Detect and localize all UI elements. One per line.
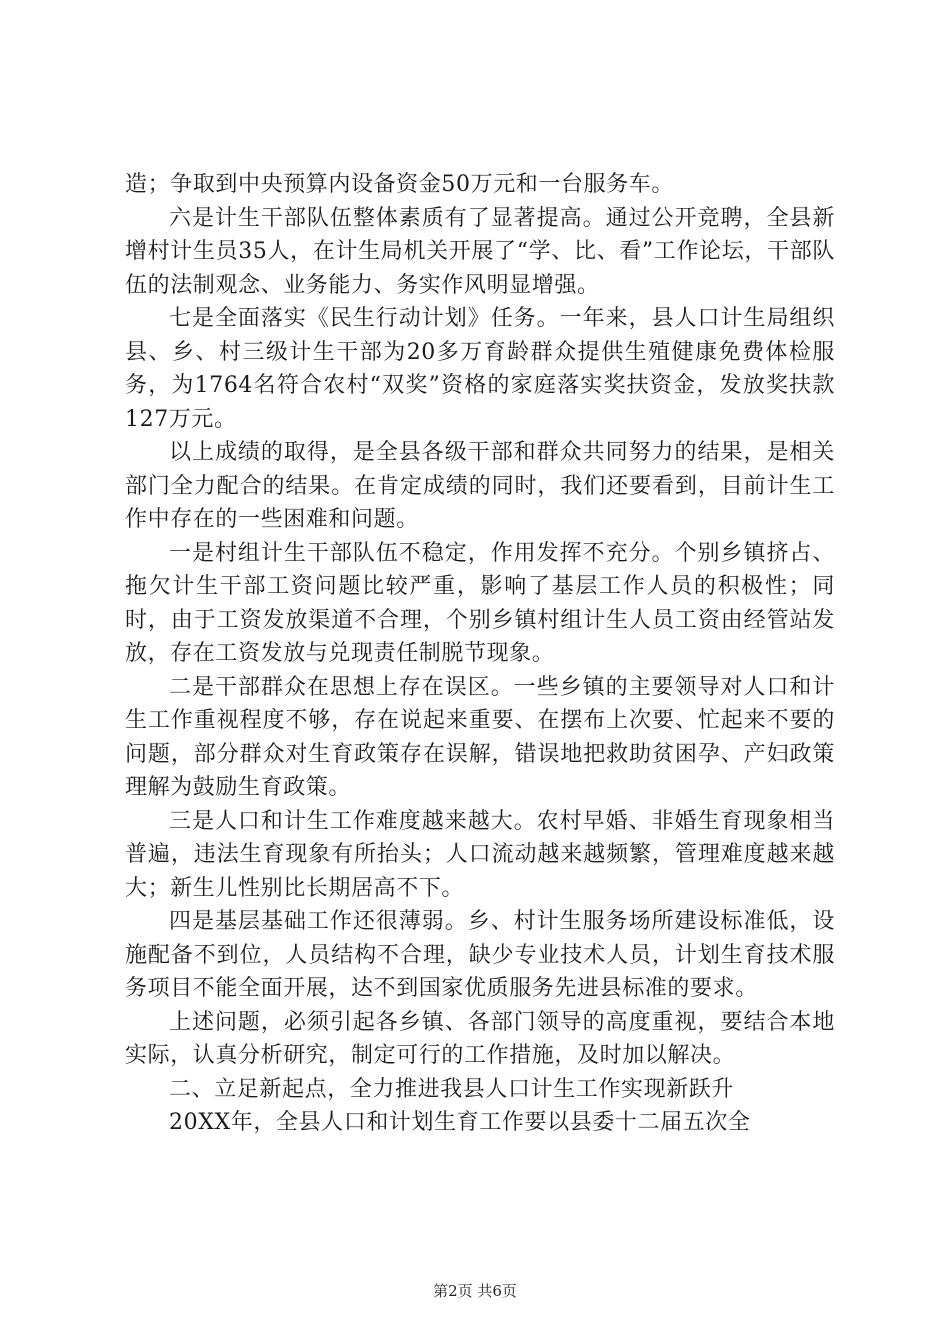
paragraph-problem-four: 四是基层基础工作还很薄弱。乡、村计生服务场所建设标准低，设施配备不到位，人员结构不合理，缺少专业技术人员，计划生育技术服务项目不能全面开展，达不到国家优质服务先进县标准的要求。 bbox=[125, 909, 835, 1001]
paragraph-problem-two: 二是干部群众在思想上存在误区。一些乡镇的主要领导对人口和计生工作重视程度不够，存在说起来重要、在摆布上次要、忙起来不要的问题，部分群众对生育政策存在误解，错误地把救助贫困孕、产妇政策理解为鼓励生育政策。 bbox=[125, 674, 835, 800]
paragraph-problems-conclusion: 上述问题，必须引起各乡镇、各部门领导的高度重视，要结合本地实际，认真分析研究，制定可行的工作措施，及时加以解决。 bbox=[125, 1009, 835, 1068]
section-heading-two: 二、立足新起点，全力推进我县人口计生工作实现新跃升 bbox=[169, 1076, 735, 1102]
page-number-footer: 第2页 共6页 bbox=[433, 1282, 517, 1300]
paragraph-achievements-summary: 以上成绩的取得，是全县各级干部和群众共同努力的结果，是相关部门全力配合的结果。在肯定成绩的同时，我们还要看到，目前计生工作中存在的一些困难和问题。 bbox=[125, 440, 835, 532]
paragraph-seven-livelihood-plan: 七是全面落实《民生行动计划》任务。一年来，县人口计生局组织县、乡、村三级计生干部为20多万育龄群众提供生殖健康免费体检服务，为1764名符合农村“双奖”资格的家庭落实奖扶资金，发放奖扶款127万元。 bbox=[125, 306, 835, 432]
paragraph-problem-three: 三是人口和计生工作难度越来越大。农村早婚、非婚生育现象相当普遍，违法生育现象有所抬头；人口流动越来越频繁，管理难度越来越大；新生儿性别比长期居高不下。 bbox=[125, 808, 835, 901]
paragraph-six-cadre-quality: 六是计生干部队伍整体素质有了显著提高。通过公开竞聘，全县新增村计生员35人，在计生局机关开展了“学、比、看”工作论坛，干部队伍的法制观念、业务能力、务实作风明显增强。 bbox=[125, 205, 835, 298]
document-body bbox=[125, 168, 835, 1140]
paragraph-problem-one: 一是村组计生干部队伍不稳定，作用发挥不充分。个别乡镇挤占、拖欠计生干部工资问题比较严重，影响了基层工作人员的积极性；同时，由于工资发放渠道不合理，个别乡镇村组计生人员工资由经管站发放，存在工资发放与兑现责任制脱节现象。 bbox=[125, 540, 835, 666]
paragraph-continuation: 造；争取到中央预算内设备资金50万元和一台服务车。 bbox=[125, 172, 674, 197]
paragraph-next-year: 20XX年，全县人口和计划生育工作要以县委十二届五次全 bbox=[169, 1110, 751, 1135]
